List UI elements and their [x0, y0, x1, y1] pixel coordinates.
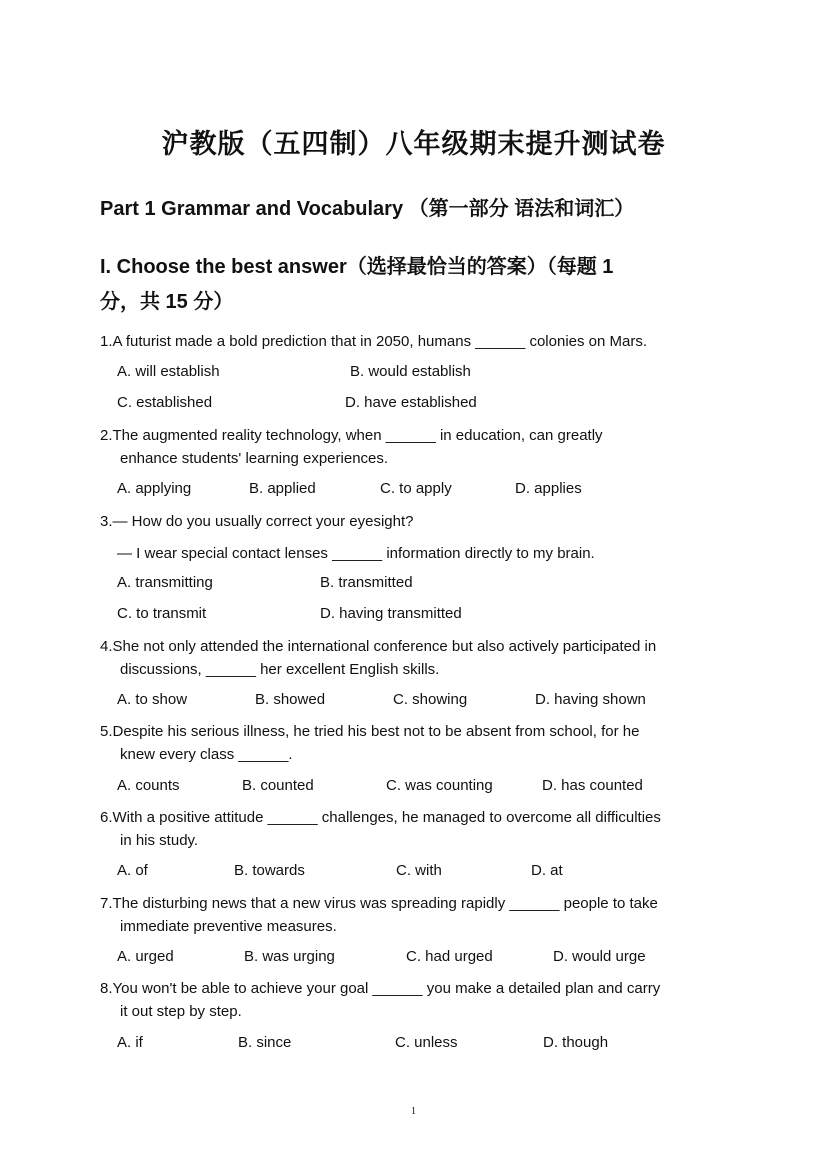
question-stem: 2.The augmented reality technology, when ______ in education, can greatly — [100, 427, 603, 444]
option-b: B. counted — [242, 777, 314, 794]
option-d: D. having transmitted — [320, 605, 462, 622]
page-title: 沪教版（五四制）八年级期末提升测试卷 — [161, 129, 666, 159]
option-d: D. applies — [515, 480, 582, 497]
option-a: A. urged — [117, 948, 174, 965]
option-b: B. towards — [234, 862, 305, 879]
option-d: D. though — [543, 1034, 609, 1051]
question-stem-continued: knew every class ______. — [120, 746, 293, 763]
question-stem: 6.With a positive attitude ______ challenges, he managed to overcome all difficulties — [100, 809, 661, 826]
option-b: B. since — [238, 1034, 292, 1051]
question-stem: 4.She not only attended the international conference but also actively participated in — [100, 638, 657, 655]
question-stem: 7.The disturbing news that a new virus was spreading rapidly ______ people to take — [100, 895, 658, 912]
option-b: B. applied — [249, 480, 316, 497]
option-a: A. transmitting — [117, 574, 213, 591]
question-stem: 1.A futurist made a bold prediction that in 2050, humans ______ colonies on Mars. — [100, 333, 648, 350]
question-stem-continued: in his study. — [120, 832, 199, 849]
option-c: C. was counting — [386, 777, 493, 794]
part-heading: Part 1 Grammar and Vocabulary （第一部分 语法和词汇） — [100, 198, 635, 220]
option-c: C. unless — [395, 1034, 458, 1051]
question-stem-continued: enhance students' learning experiences. — [120, 450, 389, 467]
section-heading-line1: I. Choose the best answer（选择最恰当的答案）（每题 1 — [100, 256, 614, 278]
option-a: A. of — [117, 862, 148, 879]
option-d: D. have established — [345, 394, 477, 411]
option-a: A. applying — [117, 480, 192, 497]
question-5 — [100, 720, 730, 766]
section-heading-line2: 分，共 15 分） — [100, 291, 234, 313]
question-3 — [100, 510, 730, 533]
option-c: C. had urged — [406, 948, 493, 965]
option-b: B. was urging — [244, 948, 335, 965]
question-stem-continued: — I wear special contact lenses ______ information directly to my brain. — [117, 545, 595, 562]
option-d: D. has counted — [542, 777, 643, 794]
question-stem-continued: it out step by step. — [120, 1003, 242, 1020]
option-a: A. will establish — [117, 363, 220, 380]
option-b: B. showed — [255, 691, 326, 708]
option-a: A. counts — [117, 777, 180, 794]
option-c: C. established — [117, 394, 213, 411]
option-c: C. to apply — [380, 480, 452, 497]
option-c: C. showing — [393, 691, 468, 708]
option-a: A. if — [117, 1034, 143, 1051]
section-heading — [100, 250, 700, 320]
question-stem: 3.— How do you usually correct your eyesight? — [100, 513, 414, 530]
option-b: B. transmitted — [320, 574, 413, 591]
option-b: B. would establish — [350, 363, 471, 380]
question-2 — [100, 424, 730, 470]
option-d: D. at — [531, 862, 563, 879]
question-stem-continued: discussions, ______ her excellent English skills. — [120, 661, 440, 678]
question-stem-continued: immediate preventive measures. — [120, 918, 337, 935]
page-number: 1 — [411, 1106, 416, 1117]
question-stem: 8.You won't be able to achieve your goal ______ you make a detailed plan and carry — [100, 980, 661, 997]
question-stem: 5.Despite his serious illness, he tried his best not to be absent from school, for he — [100, 723, 640, 740]
option-a: A. to show — [117, 691, 188, 708]
question-8 — [100, 977, 730, 1023]
option-c: C. with — [396, 862, 442, 879]
option-d: D. having shown — [535, 691, 646, 708]
question-4 — [100, 635, 730, 681]
question-6 — [100, 806, 730, 852]
option-c: C. to transmit — [117, 605, 207, 622]
question-7 — [100, 892, 730, 938]
question-1 — [100, 330, 730, 353]
question-3-response — [117, 542, 737, 565]
option-d: D. would urge — [553, 948, 646, 965]
